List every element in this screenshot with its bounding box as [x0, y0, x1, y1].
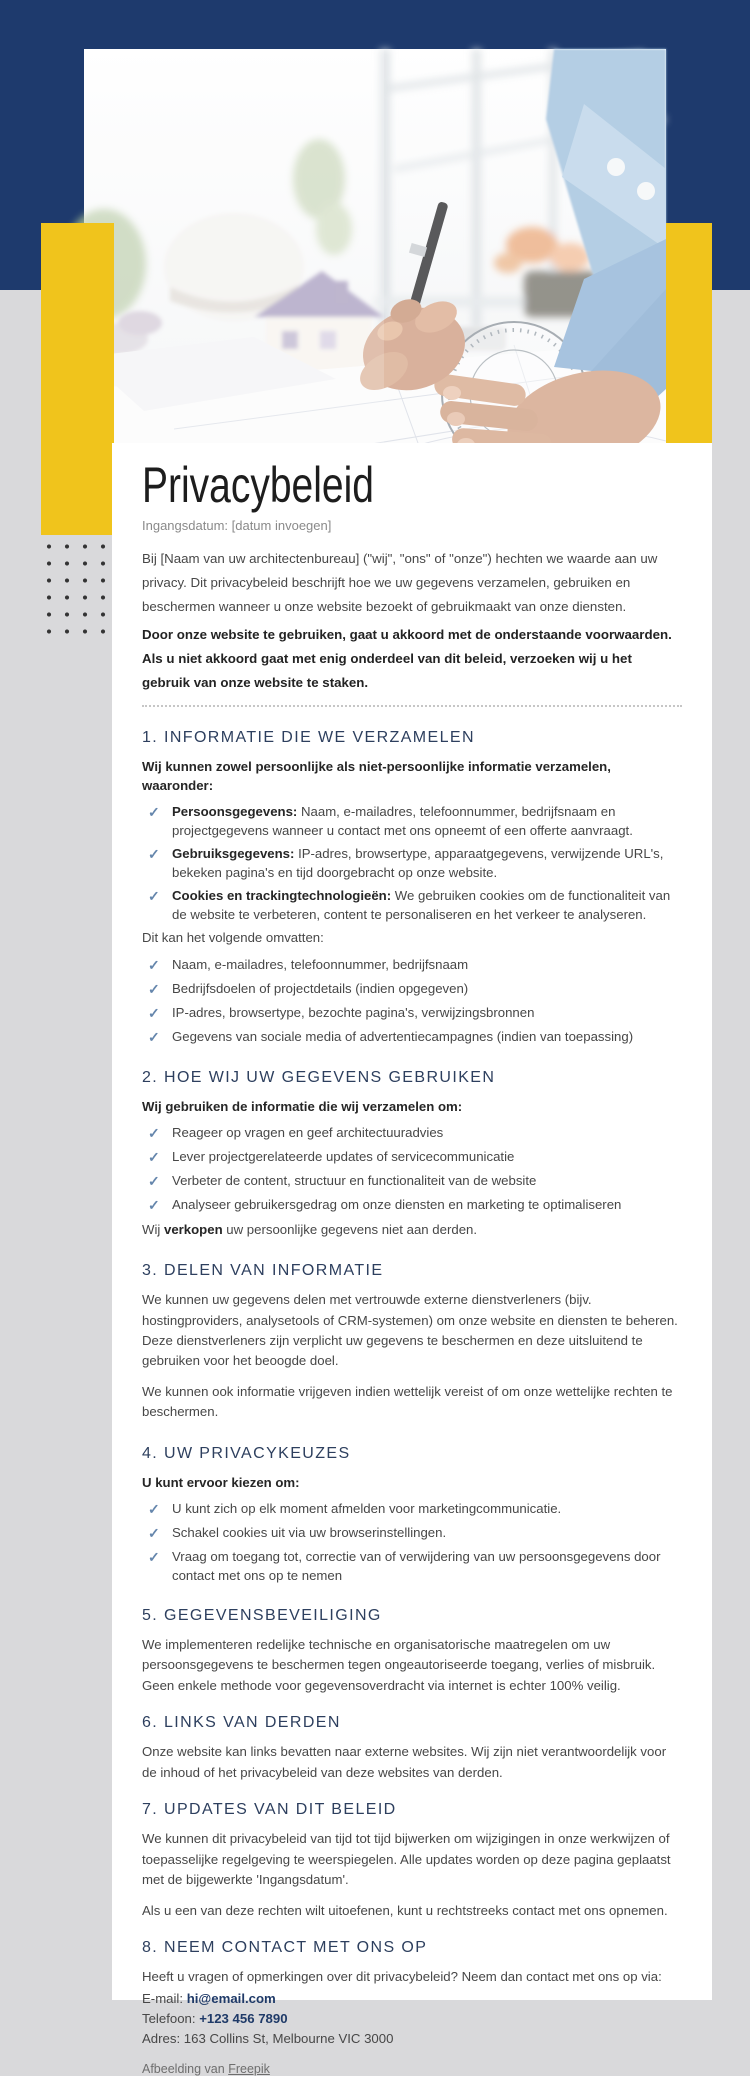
- check-icon: ✓: [148, 1149, 160, 1166]
- contact-value: hi@email.com: [186, 1991, 276, 2007]
- contact-line: [142, 2029, 682, 2049]
- check-icon: ✓: [148, 980, 160, 997]
- checklist-item: [142, 1147, 682, 1167]
- checklist-item-lead: Cookies en trackingtechnologieën:: [172, 888, 392, 904]
- checklist-item-text: Reageer op vragen en geef architectuuradvies: [172, 1125, 444, 1140]
- credit-text: Afbeelding van: [142, 2062, 229, 2076]
- contact-label: Adres:: [142, 2030, 184, 2046]
- checklist-item: [142, 1523, 682, 1543]
- policy-section: [142, 1262, 682, 1423]
- section-paragraph: We kunnen uw gegevens delen met vertrouwde externe dienstverleners (bijv. hostingproviders, analysetools of CRM-systemen) om onze website en diensten te beheren. Deze dienstverleners zijn verplicht uw gegevens te beschermen en deze uitsluitend te gebruiken voor het beoogde doel.: [142, 1292, 678, 1369]
- policy-section: [142, 1445, 682, 1585]
- checklist: [142, 955, 682, 1048]
- section-paragraph: We kunnen dit privacybeleid van tijd tot tijd bijwerken om wijzigingen in onze werkwijzen of toepasselijke regelgeving te weerspiegelen. Alle updates worden op deze pagina geplaatst met de bijgewerkte 'Ingangsdatum'.: [142, 1831, 671, 1888]
- agreement-paragraph: Door onze website te gebruiken, gaat u akkoord met de onderstaande voorwaarden. Als u niet akkoord gaat met enig onderdeel van dit beleid, verzoeken wij u het gebruik van onze website te staken.: [142, 626, 672, 690]
- policy-section: [142, 1939, 682, 2048]
- checklist-item: [142, 886, 682, 924]
- contact-line: [142, 1989, 682, 2009]
- intro-paragraph: Bij [Naam van uw architectenbureau] ("wij", "ons" of "onze") hechten we waarde aan uw privacy. Dit privacybeleid beschrijft hoe we uw gegevens verzamelen, gebruiken en beschermen wanneer u onze website bezoekt of gebruikmaakt van onze diensten.: [142, 551, 658, 614]
- text-segment: uw persoonlijke gegevens niet aan derden.: [222, 1221, 478, 1237]
- check-icon: ✓: [148, 846, 160, 863]
- checklist-item-text: Schakel cookies uit via uw browserinstellingen.: [172, 1524, 447, 1540]
- effective-date: Ingangsdatum: [datum invoegen]: [142, 518, 332, 533]
- image-credit: [142, 2062, 682, 2076]
- check-icon: ✓: [148, 1524, 160, 1541]
- checklist-item: [142, 802, 682, 840]
- checklist-item-text: Vraag om toegang tot, correctie van of verwijdering van uw persoonsgegevens door contact met ons op te nemen: [172, 1548, 661, 1583]
- section-paragraph: Dit kan het volgende omvatten:: [142, 930, 324, 946]
- checklist: [142, 1499, 682, 1585]
- checklist-item: [142, 1123, 682, 1143]
- checklist-item: [142, 1171, 682, 1191]
- checklist-item-text: Lever projectgerelateerde updates of servicecommunicatie: [172, 1149, 515, 1165]
- checklist-item-lead: Persoonsgegevens:: [172, 804, 298, 820]
- checklist: [142, 1123, 682, 1216]
- check-icon: ✓: [148, 956, 160, 973]
- checklist-item-text: U kunt zich op elk moment afmelden voor marketingcommunicatie.: [172, 1500, 562, 1516]
- checklist-item: [142, 979, 682, 999]
- checklist-item: [142, 844, 682, 882]
- section-heading: 3. DELEN VAN INFORMATIE: [142, 1262, 384, 1280]
- section-heading: 6. LINKS VAN DERDEN: [142, 1714, 341, 1732]
- check-icon: ✓: [148, 1004, 160, 1021]
- section-lead: U kunt ervoor kiezen om:: [142, 1474, 300, 1490]
- check-icon: ✓: [148, 1029, 160, 1046]
- checklist-item: [142, 1003, 682, 1023]
- section-heading: 2. HOE WIJ UW GEGEVENS GEBRUIKEN: [142, 1069, 496, 1087]
- check-icon: ✓: [148, 804, 160, 821]
- checklist-item-text: Naam, e-mailadres, telefoonnummer, bedrijfsnaam: [172, 956, 469, 972]
- section-paragraph: Als u een van deze rechten wilt uitoefenen, kunt u rechtstreeks contact met ons opnemen.: [142, 1902, 668, 1918]
- section-lead: Wij kunnen zowel persoonlijke als niet-persoonlijke informatie verzamelen, waaronder:: [142, 758, 611, 794]
- section-heading: 1. INFORMATIE DIE WE VERZAMELEN: [142, 728, 475, 746]
- section-lead: Wij gebruiken de informatie die wij verzamelen om:: [142, 1099, 463, 1115]
- contact-value: +123 456 7890: [199, 2010, 288, 2026]
- contact-value: 163 Collins St, Melbourne VIC 3000: [183, 2030, 394, 2046]
- checklist-item: [142, 1027, 682, 1047]
- freepik-link[interactable]: Freepik: [228, 2062, 270, 2076]
- checklist-item-text: Verbeter de content, structuur en functionaliteit van de website: [172, 1173, 537, 1189]
- checklist-item: [142, 1547, 682, 1585]
- contact-label: E-mail:: [142, 1991, 187, 2007]
- policy-card: [112, 443, 712, 2076]
- policy-sections: [142, 729, 682, 2049]
- section-paragraph: Onze website kan links bevatten naar externe websites. Wij zijn niet verantwoordelijk voor de inhoud of het privacybeleid van deze websites van derden.: [142, 1744, 667, 1780]
- check-icon: ✓: [148, 1125, 160, 1141]
- section-heading: 4. UW PRIVACYKEUZES: [142, 1444, 351, 1462]
- checklist-item-text: Gegevens van sociale media of advertentiecampagnes (indien van toepassing): [172, 1029, 634, 1045]
- check-icon: ✓: [148, 888, 160, 905]
- contact-line: [142, 2009, 682, 2029]
- section-paragraph: [142, 1220, 682, 1240]
- policy-section: [142, 1069, 682, 1240]
- yellow-accent-left: [41, 223, 114, 535]
- checklist-item-text: Persoonsgegevens: Naam, e-mailadres, telefoonnummer, bedrijfsnaam en projectgegevens wanneer u contact met ons opneemt of een offerte aanvraagt.: [172, 804, 633, 839]
- section-paragraph: Heeft u vragen of opmerkingen over dit privacybeleid? Neem dan contact met ons op via:: [142, 1968, 662, 1984]
- dotted-divider: [142, 705, 682, 707]
- checklist-item-text: Gebruiksgegevens: IP-adres, browsertype, apparaatgegevens, verwijzende URL's, bekeken pagina's en tijd doorgebracht op onze website.: [172, 846, 664, 881]
- policy-section: [142, 1714, 682, 1783]
- section-paragraph: We kunnen ook informatie vrijgeven indien wettelijk vereist of om onze wettelijke rechten te beschermen.: [142, 1383, 673, 1420]
- section-heading: 8. NEEM CONTACT MET ONS OP: [142, 1938, 428, 1956]
- section-heading: 5. GEGEVENSBEVEILIGING: [142, 1606, 382, 1624]
- policy-section: [142, 1801, 682, 1921]
- policy-section: [142, 729, 682, 1048]
- page-title: Privacybeleid: [142, 457, 374, 513]
- check-icon: ✓: [148, 1548, 160, 1565]
- section-paragraph: We implementeren redelijke technische en organisatorische maatregelen om uw persoonsgegevens te beschermen tegen ongeautoriseerde toegang, verlies of misbruik. Geen enkele methode voor gegevensoverdracht via internet is echter 100% veilig.: [142, 1636, 656, 1693]
- check-icon: ✓: [148, 1173, 160, 1190]
- text-segment: verkopen: [163, 1221, 223, 1237]
- checklist-item-text: Analyseer gebruikersgedrag om onze diensten en marketing te optimaliseren: [172, 1197, 622, 1213]
- check-icon: ✓: [148, 1197, 160, 1214]
- checklist-item: [142, 1499, 682, 1519]
- checklist: [142, 802, 682, 924]
- checklist-item: [142, 955, 682, 975]
- check-icon: ✓: [148, 1500, 160, 1517]
- contact-label: Telefoon:: [142, 2010, 200, 2026]
- yellow-accent-right: [666, 223, 712, 463]
- checklist-item: [142, 1195, 682, 1215]
- checklist-item-text: Bedrijfsdoelen of projectdetails (indien opgegeven): [172, 980, 469, 996]
- checklist-item-text: Cookies en trackingtechnologieën: We gebruiken cookies om de functionaliteit van de website te verbeteren, content te personaliseren en het verkeer te analyseren.: [172, 888, 671, 923]
- text-segment: Wij: [142, 1221, 164, 1237]
- section-heading: 7. UPDATES VAN DIT BELEID: [142, 1801, 397, 1819]
- checklist-item-text: IP-adres, browsertype, bezochte pagina's, verwijzingsbronnen: [172, 1004, 535, 1020]
- checklist-item-lead: Gebruiksgegevens:: [172, 846, 295, 862]
- policy-section: [142, 1607, 682, 1696]
